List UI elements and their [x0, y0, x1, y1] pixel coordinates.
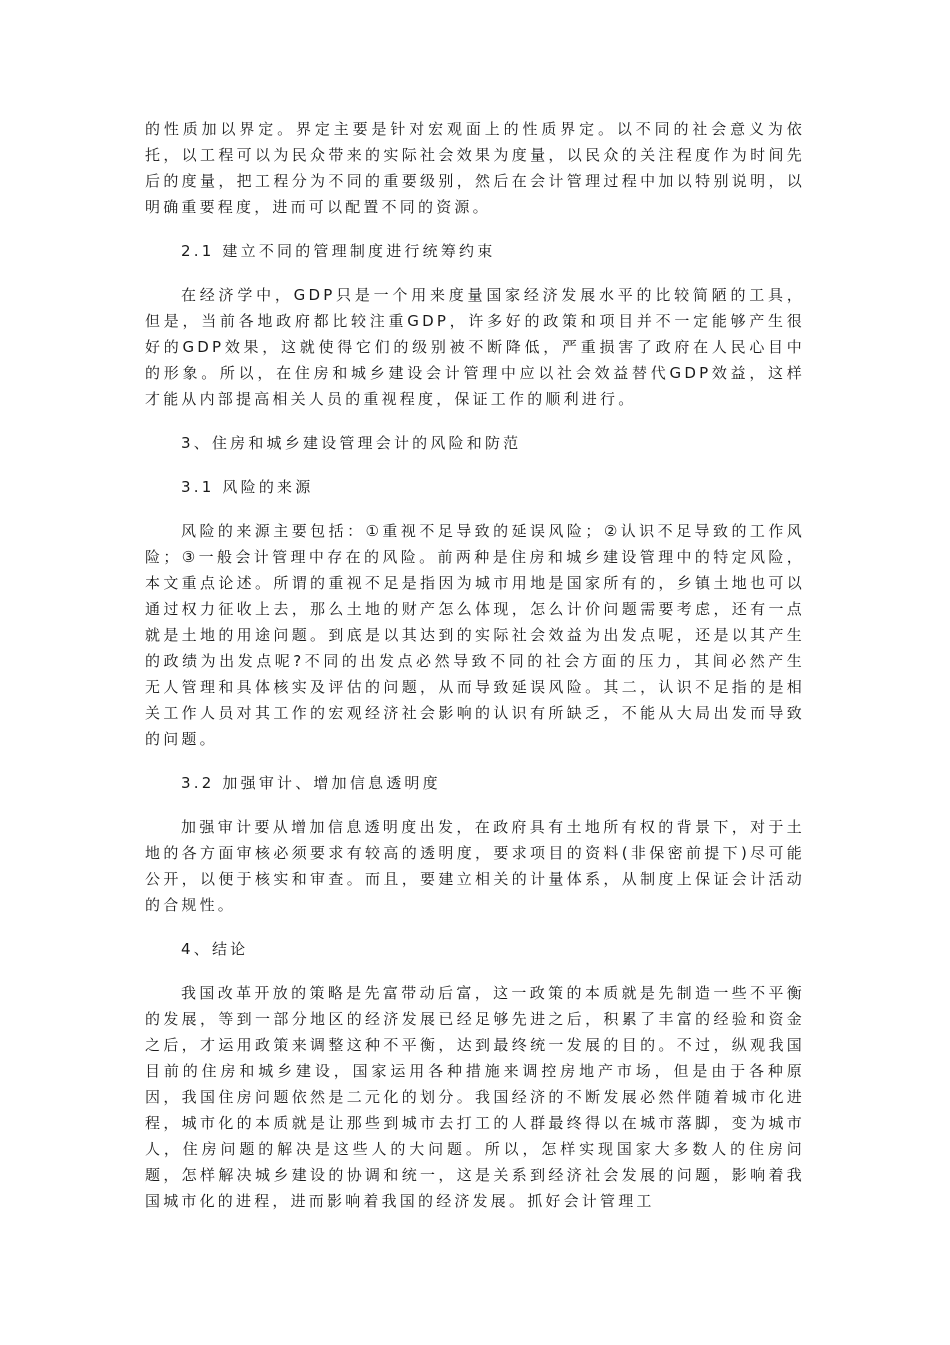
document-page: [145, 116, 805, 1214]
paragraph-conclusion: 我国改革开放的策略是先富带动后富，这一政策的本质就是先制造一些不平衡的发展，等到一部分地区的经济发展已经足够先进之后，积累了丰富的经验和资金之后，才运用政策来调整这种不平衡，达到最终统一发展的目的。不过，纵观我国目前的住房和城乡建设，国家运用各种措施来调控房地产市场，但是由于各种原因，我国住房问题依然是二元化的划分。我国经济的不断发展必然伴随着城市化进程，城市化的本质就是让那些到城市去打工的人群最终得以在城市落脚，变为城市人，住房问题的解决是这些人的大问题。所以，怎样实现国家大多数人的住房问题，怎样解决城乡建设的协调和统一，这是关系到经济社会发展的问题，影响着我国城市化的进程，进而影响着我国的经济发展。抓好会计管理工: [145, 984, 805, 1210]
section-heading-3-2: 3.2 加强审计、增加信息透明度: [181, 774, 441, 792]
paragraph-gdp: 在经济学中，GDP只是一个用来度量国家经济发展水平的比较简陋的工具，但是，当前各地政府都比较注重GDP，许多好的政策和项目并不一定能够产生很好的GDP效果，这就使得它们的级别被不断降低，严重损害了政府在人民心目中的形象。所以，在住房和城乡建设会计管理中应以社会效益替代GDP效益，这样才能从内部提高相关人员的重视程度，保证工作的顺利进行。: [145, 286, 805, 408]
section-heading-2-1: 2.1 建立不同的管理制度进行统筹约束: [181, 242, 496, 260]
section-heading-4: 4、结论: [181, 940, 249, 958]
paragraph-risk-sources: 风险的来源主要包括：①重视不足导致的延误风险；②认识不足导致的工作风险；③一般会计管理中存在的风险。前两种是住房和城乡建设管理中的特定风险，本文重点论述。所谓的重视不足是指因为城市用地是国家所有的，乡镇土地也可以通过权力征收上去，那么土地的财产怎么体现，怎么计价问题需要考虑，还有一点就是土地的用途问题。到底是以其达到的实际社会效益为出发点呢，还是以其产生的政绩为出发点呢?不同的出发点必然导致不同的社会方面的压力，其间必然产生无人管理和具体核实及评估的问题，从而导致延误风险。其二，认识不足指的是相关工作人员对其工作的宏观经济社会影响的认识有所缺乏，不能从大局出发而导致的问题。: [145, 522, 805, 748]
paragraph-intro: 的性质加以界定。界定主要是针对宏观面上的性质界定。以不同的社会意义为依托，以工程可以为民众带来的实际社会效果为度量，以民众的关注程度作为时间先后的度量，把工程分为不同的重要级别，然后在会计管理过程中加以特别说明，以明确重要程度，进而可以配置不同的资源。: [145, 120, 805, 216]
paragraph-audit: 加强审计要从增加信息透明度出发，在政府具有土地所有权的背景下，对于土地的各方面审核必须要求有较高的透明度，要求项目的资料(非保密前提下)尽可能公开，以便于核实和审查。而且，要建立相关的计量体系，从制度上保证会计活动的合规性。: [145, 818, 805, 914]
section-heading-3: 3、住房和城乡建设管理会计的风险和防范: [181, 434, 522, 452]
section-heading-3-1: 3.1 风险的来源: [181, 478, 314, 496]
